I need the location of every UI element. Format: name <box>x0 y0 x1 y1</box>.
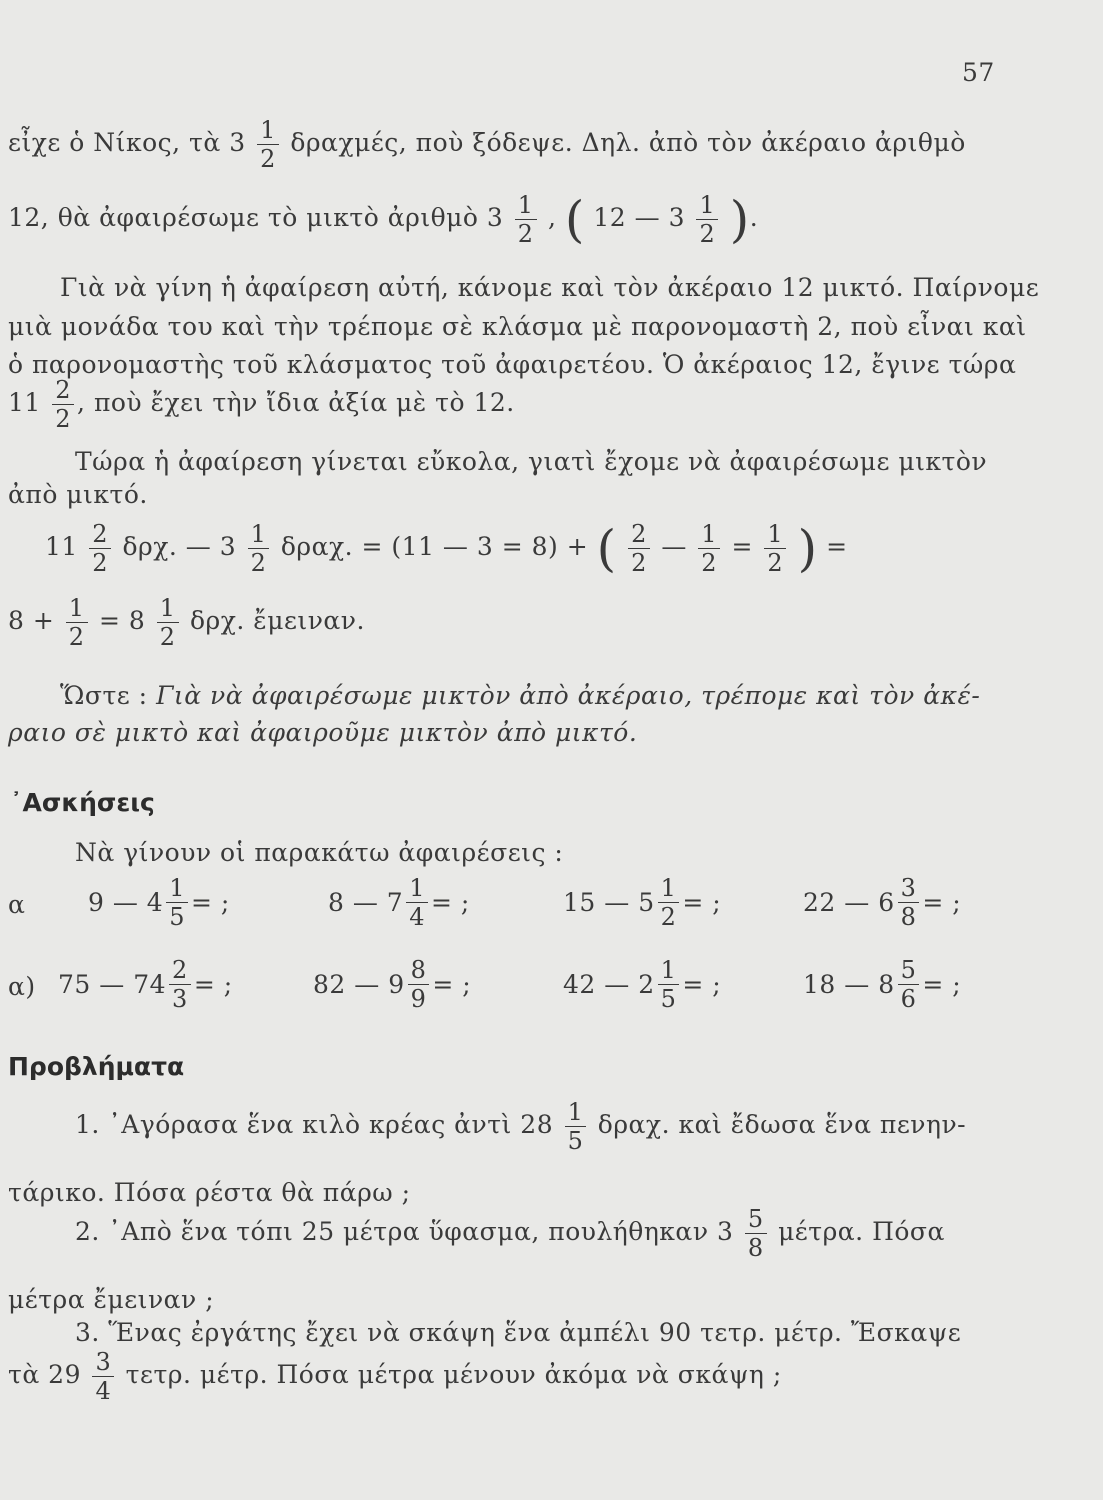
problem-3-line-1: 3. Ἕνας ἐργάτης ἔχει νὰ σκάψη ἕνα ἀμπέλι 90 τετρ. μέτρ. Ἔσκαψε <box>75 1318 962 1347</box>
exercise-item: 22 — 6 $\frac{3}{8}$ = ; <box>803 874 962 931</box>
exercise-item: 8 — 7 $\frac{1}{4}$ = ; <box>328 874 470 931</box>
fraction: $\frac{1}{2}$ <box>515 193 537 246</box>
paren-close: ) <box>797 519 818 578</box>
fraction: $\frac{1}{2}$ <box>66 596 88 649</box>
eq-term: = <box>826 532 848 561</box>
row-label: α) <box>8 972 36 1001</box>
fraction: $\frac{5}{8}$ <box>745 1207 767 1260</box>
fraction: $\frac{2}{2}$ <box>52 378 74 431</box>
rule-line-1 <box>60 681 980 710</box>
fraction: $\frac{1}{2}$ <box>157 596 179 649</box>
para3-line-1: Τώρα ἡ ἀφαίρεση γίνεται εὔκολα, γιατὶ ἔχομε νὰ ἀφαιρέσωμε μικτὸν <box>75 447 988 476</box>
problem-3-line-2 <box>8 1350 782 1403</box>
problem-1-line-2: τάρικο. Πόσα ρέστα θὰ πάρω ; <box>8 1178 411 1207</box>
para2-text: , ποὺ ἔχει τὴν ἴδια ἀξία μὲ τὸ 12. <box>77 388 515 417</box>
eq-term: δρχ. ἔμειναν. <box>190 606 365 635</box>
fraction: $\frac{1}{2}$ <box>248 522 270 575</box>
para2-line-3: ὁ παρονομαστὴς τοῦ κλάσματος τοῦ ἀφαιρετέου. Ὁ ἀκέραιος 12, ἔγινε τώρα <box>8 350 1017 379</box>
rule-text: Γιὰ νὰ ἀφαιρέσωμε μικτὸν ἀπὸ ἀκέραιο, τρέπομε καὶ τὸν ἀκέ- <box>156 681 981 710</box>
rule-line-2: ραιο σὲ μικτὸ καὶ ἀφαιροῦμε μικτὸν ἀπὸ μικτό. <box>8 718 638 747</box>
number: 11 <box>8 388 41 417</box>
eq-term: = <box>731 532 753 561</box>
eq-term: δραχ. = (11 — 3 = 8) + <box>280 532 589 561</box>
intro-text: εἶχε ὁ Νίκος, τὰ 3 <box>8 128 246 157</box>
problem-text: 2. ᾽Απὸ ἕνα τόπι 25 μέτρα ὕφασμα, πουλήθηκαν 3 <box>75 1217 734 1246</box>
problem-2-line-1 <box>75 1207 945 1260</box>
fraction: $\frac{3}{4}$ <box>92 1350 114 1403</box>
para2-line-2: μιὰ μονάδα του καὶ τὴν τρέπομε σὲ κλάσμα μὲ παρονομαστὴ 2, ποὺ εἶναι καὶ <box>8 312 1027 341</box>
exercises-heading: ᾽Ασκήσεις <box>10 788 155 817</box>
fraction: $\frac{1}{2}$ <box>764 522 786 575</box>
exercise-item: 42 — 2 $\frac{1}{5}$ = ; <box>563 956 722 1013</box>
eq-term: = 8 <box>99 606 146 635</box>
exercise-item: 75 — 74 $\frac{2}{3}$ = ; <box>58 956 233 1013</box>
problem-text: μέτρα. Πόσα <box>778 1217 945 1246</box>
intro-text: 12, θὰ ἀφαιρέσωμε τὸ μικτὸ ἀριθμὸ 3 <box>8 203 504 232</box>
fraction: $\frac{1}{2}$ <box>696 193 718 246</box>
exercises-instruction: Νὰ γίνουν οἱ παρακάτω ἀφαιρέσεις : <box>75 838 564 867</box>
paren-open: ( <box>564 190 585 249</box>
problem-2-line-2: μέτρα ἔμειναν ; <box>8 1285 215 1314</box>
problems-heading: Προβλήματα <box>8 1052 185 1081</box>
paren-close: ) <box>729 190 750 249</box>
row-label: α <box>8 890 26 919</box>
para2-line-1: Γιὰ νὰ γίνη ἡ ἀφαίρεση αὐτή, κάνομε καὶ τὸν ἀκέραιο 12 μικτό. Παίρνομε <box>60 273 1040 302</box>
problem-text: δραχ. καὶ ἔδωσα ἕνα πενην- <box>597 1110 967 1139</box>
intro-text: δραχμές, ποὺ ξόδεψε. Δηλ. ἀπὸ τὸν ἀκέραιο ἀριθμὸ <box>290 128 966 157</box>
exercise-item: 15 — 5 $\frac{1}{2}$ = ; <box>563 874 722 931</box>
fraction: $\frac{2}{2}$ <box>89 522 111 575</box>
separator: , <box>548 203 557 232</box>
equation-2 <box>8 596 365 649</box>
intro-line-2 <box>8 190 759 249</box>
eq-term: 11 <box>45 532 78 561</box>
paren-open: ( <box>596 519 617 578</box>
exercise-item: 82 — 9 $\frac{8}{9}$ = ; <box>313 956 472 1013</box>
fraction: $\frac{1}{2}$ <box>257 118 279 171</box>
fraction: $\frac{1}{2}$ <box>698 522 720 575</box>
exercise-item: 18 — 8 $\frac{5}{6}$ = ; <box>803 956 962 1013</box>
problem-text: 1. ᾽Αγόρασα ἕνα κιλὸ κρέας ἀντὶ 28 <box>75 1110 554 1139</box>
eq-term: — <box>661 532 687 561</box>
eq-term: 8 + <box>8 606 55 635</box>
page-number: 57 <box>962 58 995 87</box>
problem-text: τετρ. μέτρ. Πόσα μέτρα μένουν ἀκόμα νὰ σκάψη ; <box>125 1360 782 1389</box>
line-end: . <box>749 203 759 232</box>
problem-1-line-1 <box>75 1100 966 1153</box>
fraction: $\frac{1}{5}$ <box>565 1100 587 1153</box>
equation-1 <box>45 519 848 578</box>
intro-line-1 <box>8 118 966 171</box>
rule-lead: Ὥστε : <box>60 681 157 710</box>
problem-text: τὰ 29 <box>8 1360 81 1389</box>
eq-term: δρχ. — 3 <box>122 532 237 561</box>
para2-line-4 <box>8 378 515 431</box>
fraction: $\frac{2}{2}$ <box>628 522 650 575</box>
para3-line-2: ἀπὸ μικτό. <box>8 480 148 509</box>
paren-expression: 12 — 3 <box>593 203 686 232</box>
exercise-item: 9 — 4 $\frac{1}{5}$ = ; <box>88 874 230 931</box>
